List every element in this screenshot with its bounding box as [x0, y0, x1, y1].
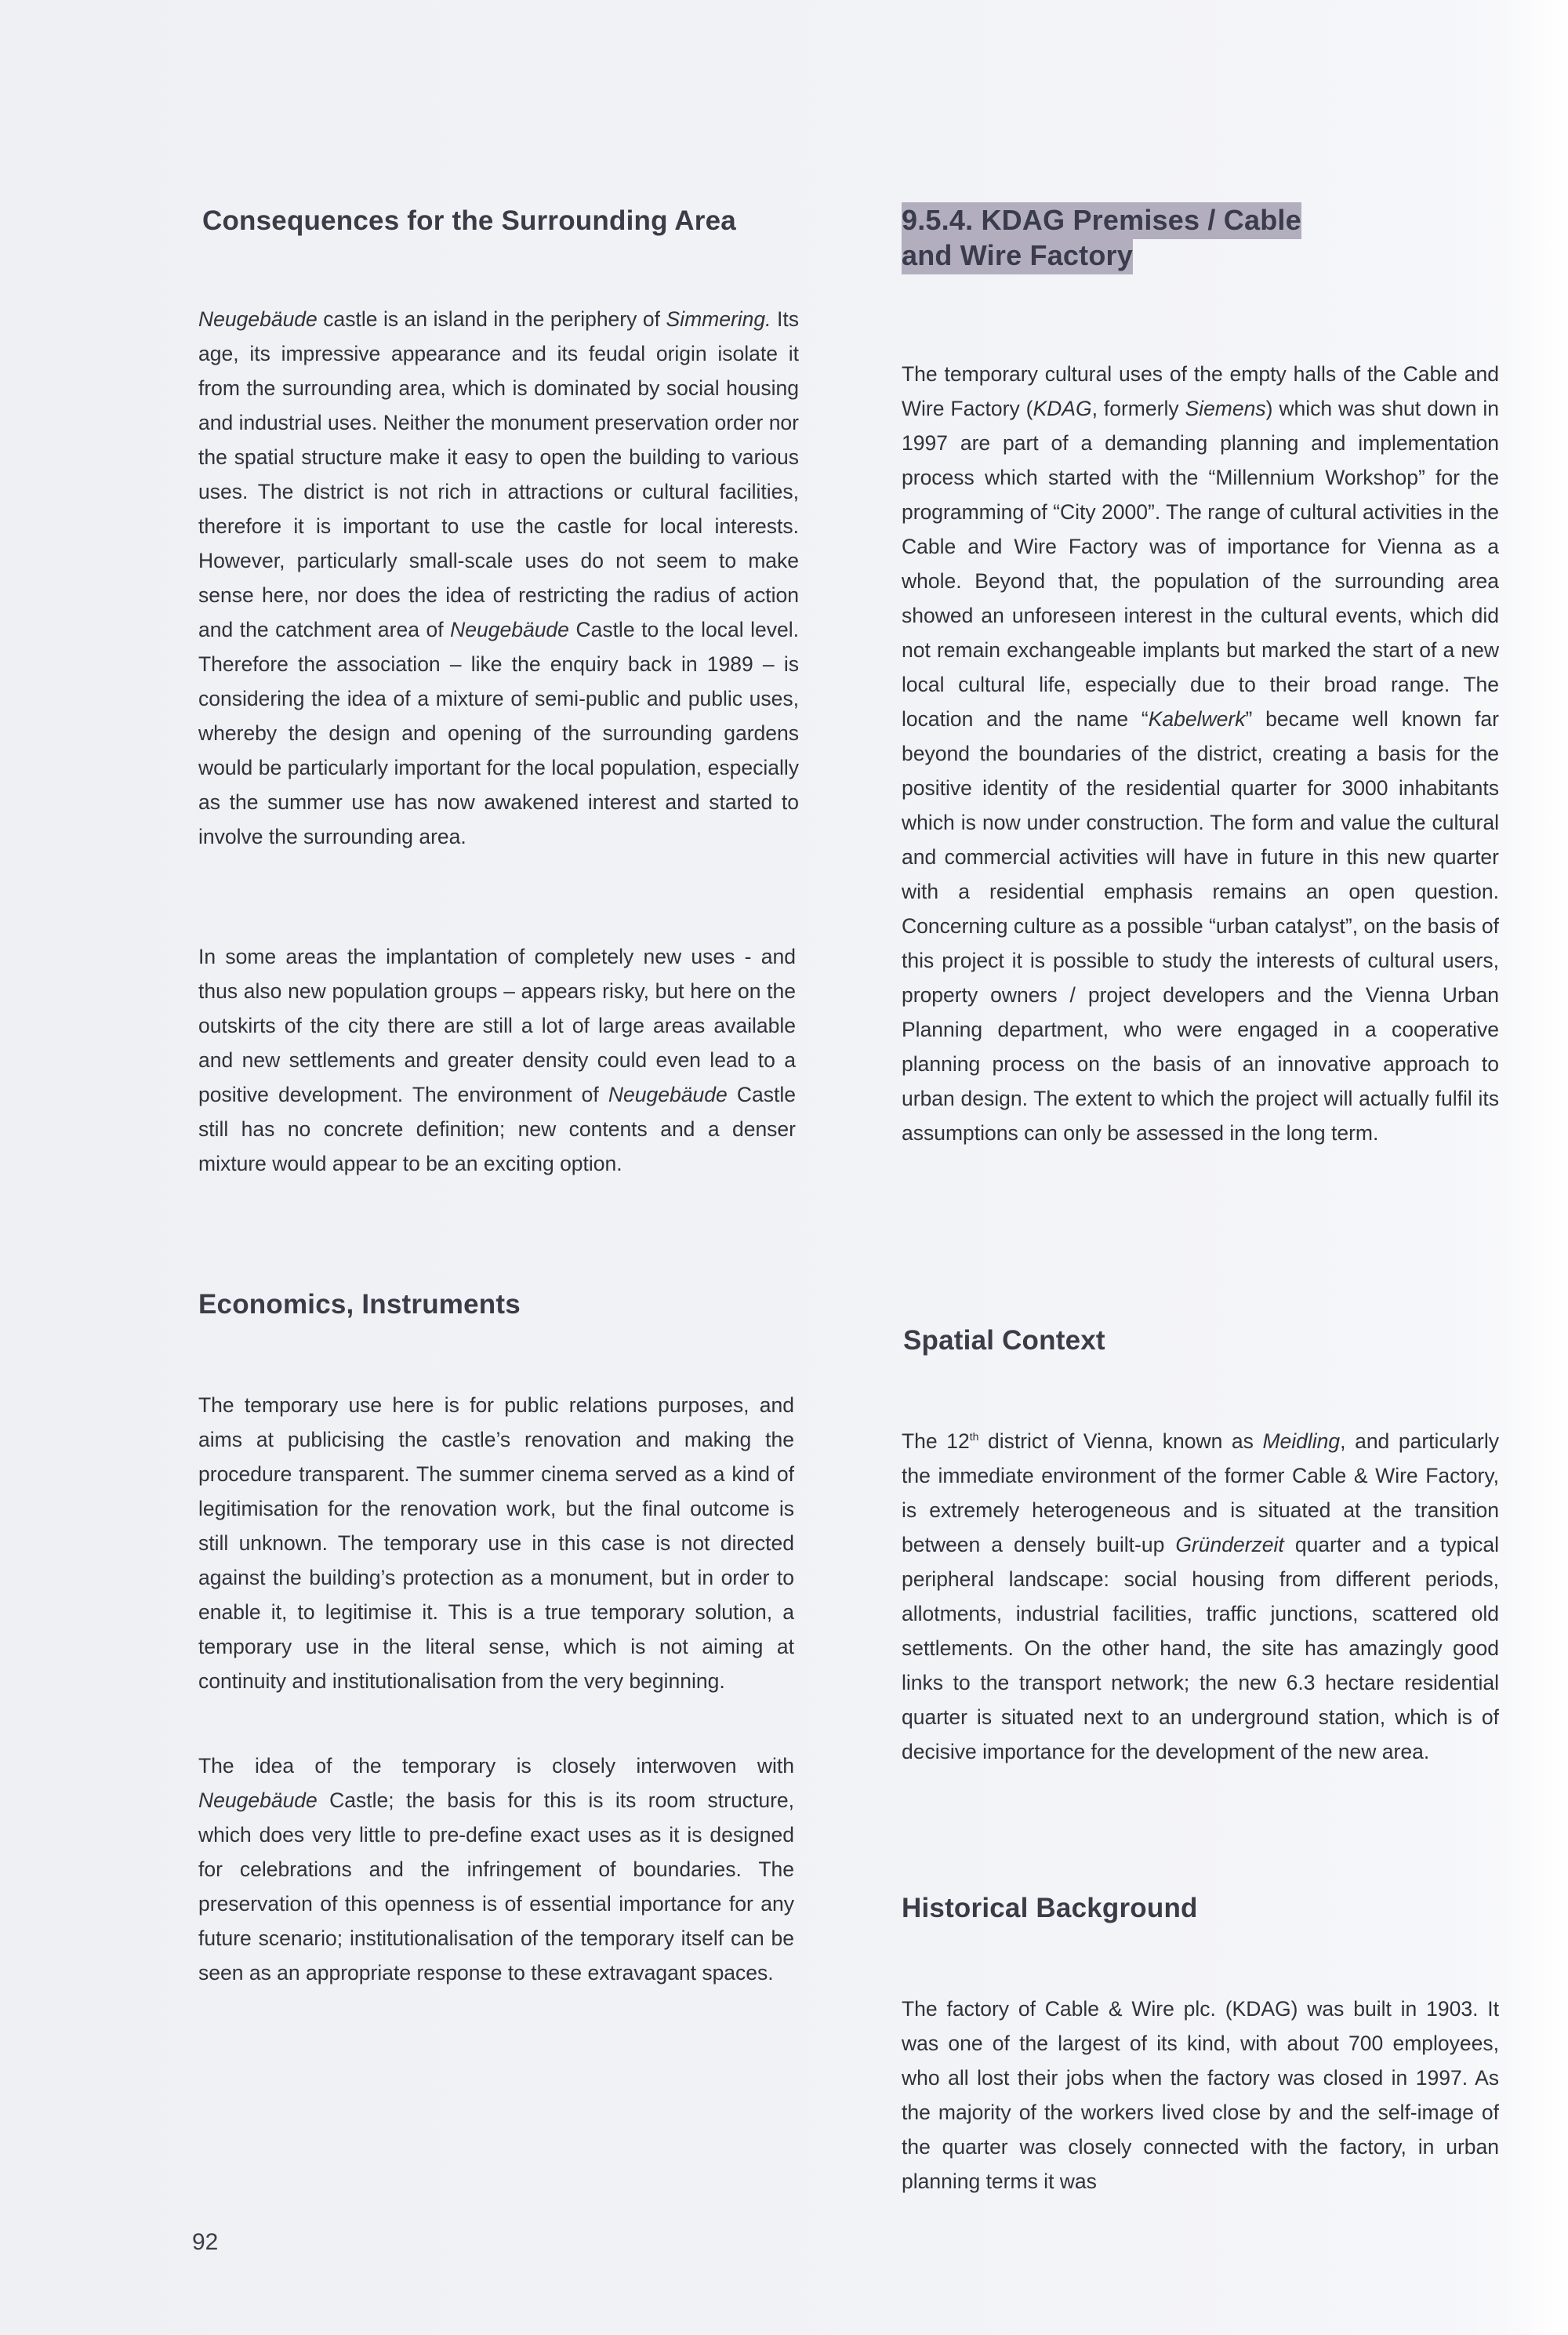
paragraph-meidling: The 12th district of Vienna, known as Meidling, and particularly the immediate environment of the former Cable & Wire Factory, is extremely heterogeneous and is situated at the transition between a densely built-up Gründerzeit quarter and a typical peripheral landscape: social housing from different periods, allotments, industrial facilities, traffic junctions, scattered old settlements. On the other hand, the site has amazingly good links to the transport network; the new 6.3 hectare residential quarter is situated next to an underground station, which is of decisive importance for the development of the new area. — [902, 1429, 1499, 1763]
heading-consequences: Consequences for the Surrounding Area — [202, 205, 736, 236]
paragraph-idea-temporary: The idea of the temporary is closely interwoven with Neugebäude Castle; the basis for this is its room structure, which does very little to pre-define exact uses as it is designed for celebrations and the infringement of boundaries. The preservation of this openness is of essential importance for any future scenario; institutionalisation of the temporary itself can be seen as an appropriate response to these extravagant spaces. — [198, 1754, 794, 1985]
paragraph-new-uses: In some areas the implantation of completely new uses - and thus also new population groups – appears risky, but here on the outskirts of the city there are still a lot of large areas available and new settlements and greater density could even lead to a positive development. The environment of Neugebäude Castle still has no concrete definition; new contents and a denser mixture would appear to be an exciting option. — [198, 945, 796, 1175]
paragraph-factory-history: The factory of Cable & Wire plc. (KDAG) was built in 1903. It was one of the largest of its kind, with about 700 employees, who all lost their jobs when the factory was closed in 1997. As the majority of the workers lived close by and the self-image of the quarter was closely connected with the factory, in urban planning terms it was — [902, 1997, 1499, 2193]
heading-spatial-context: Spatial Context — [903, 1325, 1105, 1356]
highlighted-title-text: 9.5.4. KDAG Premises / Cable and Wire Factory — [902, 202, 1301, 274]
paragraph-temporary-use: The temporary use here is for public relations purposes, and aims at publicising the castle’s renovation and making the procedure transparent. The summer cinema served as a kind of legitimisation for the renovation work, but the final outcome is still unknown. The temporary use in this case is not directed against the building’s protection as a monument, but in order to enable it, to legitimise it. This is a true temporary solution, a temporary use in the literal sense, which is not aiming at continuity and institutionalisation from the very beginning. — [198, 1393, 794, 1693]
paragraph-neugebaeude-island: Neugebäude castle is an island in the periphery of Simmering. Its age, its impressive appearance and its feudal origin isolate it from the surrounding area, which is dominated by social housing and industrial uses. Neither the monument preservation order nor the spatial structure make it easy to open the building to various uses. The district is not rich in attractions or cultural facilities, therefore it is important to use the castle for local interests. However, particularly small-scale uses do not seem to make sense here, nor does the idea of restricting the radius of action and the catchment area of Neugebäude Castle to the local level. Therefore the association – like the enquiry back in 1989 – is considering the idea of a mixture of semi-public and public uses, whereby the design and opening of the surrounding gardens would be particularly important for the local population, especially as the summer use has now awakened interest and started to involve the surrounding area. — [198, 307, 800, 848]
heading-historical-background: Historical Background — [902, 1893, 1198, 1923]
section-title-kdag — [902, 202, 1309, 273]
page-edge-shadow — [1513, 0, 1568, 2335]
page-number: 92 — [192, 2229, 219, 2255]
paragraph-cable-wire-factory: The temporary cultural uses of the empty halls of the Cable and Wire Factory (KDAG, formerly Siemens) which was shut down in 1997 are part of a demanding planning and implementation process which started with the “Millennium Workshop” for the programming of “City 2000”. The range of cultural activities in the Cable and Wire Factory was of importance for Vienna as a whole. Beyond that, the population of the surrounding area showed an unforeseen interest in the cultural events, which did not remain exchangeable implants but marked the start of a new local cultural life, especially due to their broad range. The location and the name “Kabelwerk” became well known far beyond the boundaries of the district, creating a basis for the positive identity of the residential quarter for 3000 inhabitants which is now under construction. The form and value the cultural and commercial activities will have in future in this new quarter with a residential emphasis remains an open question. Concerning culture as a possible “urban catalyst”, on the basis of this project it is possible to study the interests of cultural users, property owners / project developers and the Vienna Urban Planning department, who were engaged in a cooperative planning process on the basis of an innovative approach to urban design. The extent to which the project will actually fulfil its assumptions can only be assessed in the long term. — [902, 362, 1499, 1145]
heading-economics: Economics, Instruments — [198, 1289, 521, 1320]
